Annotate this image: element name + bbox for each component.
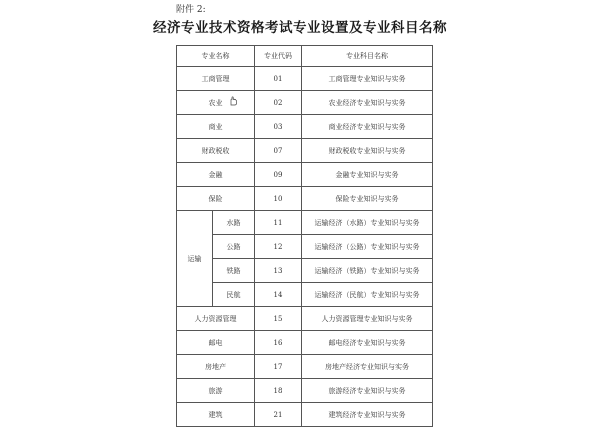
row-subject: 房地产经济专业知识与实务 — [302, 355, 433, 379]
row-code: 18 — [255, 379, 302, 403]
row-subject: 运输经济（公路）专业知识与实务 — [302, 235, 433, 259]
table-row — [177, 331, 433, 355]
table-row — [177, 259, 433, 283]
transport-group-name: 运输 — [177, 211, 213, 307]
row-subject: 工商管理专业知识与实务 — [302, 67, 433, 91]
sub-name: 民航 — [213, 283, 255, 307]
row-code: 15 — [255, 307, 302, 331]
row-name: 商业 — [177, 115, 255, 139]
table-row — [177, 163, 433, 187]
row-code: 13 — [255, 259, 302, 283]
table-row — [177, 67, 433, 91]
row-subject: 运输经济（民航）专业知识与实务 — [302, 283, 433, 307]
row-subject: 邮电经济专业知识与实务 — [302, 331, 433, 355]
row-name: 房地产 — [177, 355, 255, 379]
row-subject: 运输经济（水路）专业知识与实务 — [302, 211, 433, 235]
row-code: 03 — [255, 115, 302, 139]
row-code: 16 — [255, 331, 302, 355]
row-code: 14 — [255, 283, 302, 307]
table-row — [177, 307, 433, 331]
row-name: 人力资源管理 — [177, 307, 255, 331]
specialty-table — [176, 45, 433, 427]
header-code: 专业代码 — [255, 46, 302, 67]
header-subject: 专业科目名称 — [302, 46, 433, 67]
table-row — [177, 91, 433, 115]
table-row — [177, 235, 433, 259]
row-name: 金融 — [177, 163, 255, 187]
table-row — [177, 115, 433, 139]
row-code: 10 — [255, 187, 302, 211]
table-row — [177, 379, 433, 403]
row-code: 02 — [255, 91, 302, 115]
row-subject: 建筑经济专业知识与实务 — [302, 403, 433, 427]
table-row — [177, 355, 433, 379]
row-name: 建筑 — [177, 403, 255, 427]
row-subject: 财政税收专业知识与实务 — [302, 139, 433, 163]
row-code: 17 — [255, 355, 302, 379]
attachment-label: 附件 2: — [176, 5, 206, 15]
row-subject: 人力资源管理专业知识与实务 — [302, 307, 433, 331]
row-name: 工商管理 — [177, 67, 255, 91]
hand-cursor-icon — [228, 96, 238, 106]
row-subject: 农业经济专业知识与实务 — [302, 91, 433, 115]
row-subject: 旅游经济专业知识与实务 — [302, 379, 433, 403]
sub-name: 公路 — [213, 235, 255, 259]
row-name: 财政税收 — [177, 139, 255, 163]
page-title: 经济专业技术资格考试专业设置及专业科目名称 — [153, 20, 447, 36]
table-row — [177, 187, 433, 211]
row-code: 11 — [255, 211, 302, 235]
table-row — [177, 139, 433, 163]
row-name: 农业 — [177, 91, 255, 115]
table-row — [177, 211, 433, 235]
header-name: 专业名称 — [177, 46, 255, 67]
table-row — [177, 283, 433, 307]
row-code: 01 — [255, 67, 302, 91]
row-code: 09 — [255, 163, 302, 187]
row-code: 21 — [255, 403, 302, 427]
row-subject: 保险专业知识与实务 — [302, 187, 433, 211]
row-subject: 运输经济（铁路）专业知识与实务 — [302, 259, 433, 283]
sub-name: 铁路 — [213, 259, 255, 283]
table-header-row — [177, 46, 433, 67]
sub-name: 水路 — [213, 211, 255, 235]
row-name: 保险 — [177, 187, 255, 211]
row-name: 旅游 — [177, 379, 255, 403]
row-subject: 商业经济专业知识与实务 — [302, 115, 433, 139]
row-subject: 金融专业知识与实务 — [302, 163, 433, 187]
row-code: 07 — [255, 139, 302, 163]
table-row — [177, 403, 433, 427]
row-code: 12 — [255, 235, 302, 259]
row-name: 邮电 — [177, 331, 255, 355]
